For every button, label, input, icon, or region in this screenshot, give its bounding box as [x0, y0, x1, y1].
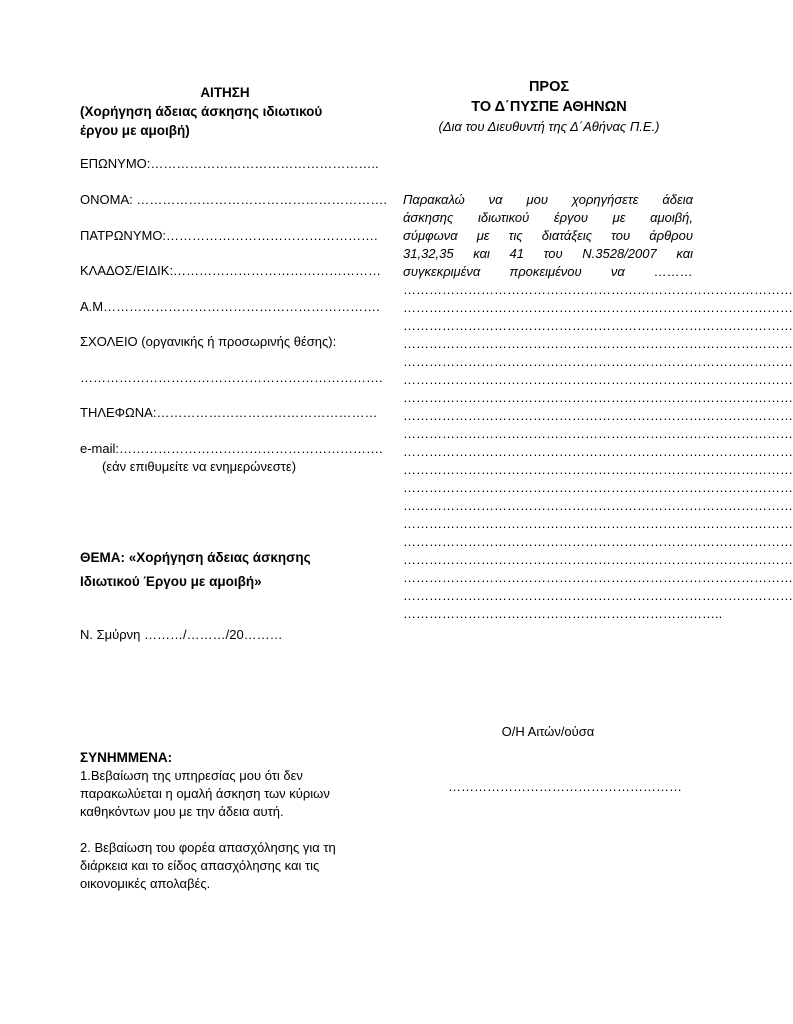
dotted-line[interactable]: ………………………………………………………………………………	[403, 552, 793, 567]
application-title: ΑΙΤΗΣΗ	[200, 85, 250, 100]
dotted-line[interactable]: ………………………………………………………………………………	[403, 336, 793, 351]
am-field[interactable]: Α.Μ……………………………………………………….	[80, 299, 380, 314]
attachments-block	[80, 749, 370, 893]
dotted-line[interactable]: ………………………………………………………………………………	[403, 534, 793, 549]
attachment-item-1: 1.Βεβαίωση της υπηρεσίας μου ότι δεν παρακωλύεται η ομαλή άσκηση των κύριων καθηκόντων μου με την άδεια αυτή.	[80, 768, 330, 819]
recipient-header	[400, 77, 698, 137]
dotted-line[interactable]: ………………………………………………………………………………	[403, 426, 793, 441]
dotted-line[interactable]: ………………………………………………………………………………	[403, 318, 793, 333]
dotted-line[interactable]: ………………………………………………………………………………	[403, 516, 793, 531]
attachment-item-2: 2. Βεβαίωση του φορέα απασχόλησης για τη διάρκεια και το είδος απασχόλησης και τις οικονομικές απολαβές.	[80, 840, 336, 891]
dotted-line[interactable]: ………………………………………………………………………………	[403, 480, 793, 495]
school-label: ΣΧΟΛΕΙΟ (οργανικής ή προσωρινής θέσης):	[80, 334, 337, 349]
date-line[interactable]: Ν. Σμύρνη ………/………/20………	[80, 627, 283, 642]
request-line: άσκησης ιδιωτικού έργου με αμοιβή,	[403, 210, 693, 225]
branch-field[interactable]: ΚΛΑΔΟΣ/ΕΙΔΙΚ:…………………………………………	[80, 263, 382, 278]
phones-field[interactable]: ΤΗΛΕΦΩΝΑ:……………………………………………	[80, 405, 378, 420]
application-subtitle-line1: (Χορήγηση άδειας άσκησης ιδιωτικού	[80, 104, 323, 119]
recipient-via: (Δια του Διευθυντή της Δ΄Αθήνας Π.Ε.)	[438, 119, 660, 134]
dotted-line[interactable]: ………………………………………………………………………………	[403, 372, 793, 387]
dotted-line[interactable]: ………………………………………………………………..	[403, 606, 723, 621]
subject-line2: Ιδιωτικού Έργου με αμοιβή»	[80, 574, 262, 589]
attachments-heading: ΣΥΝΗΜΜΕΝΑ:	[80, 750, 173, 765]
signature-line[interactable]: ………………………………………………	[448, 779, 682, 794]
application-subtitle-line2: έργου με αμοιβή)	[80, 123, 190, 138]
request-line: συγκεκριμένα προκειμένου να ………	[403, 264, 693, 279]
recipient-name: ΤΟ Δ΄ΠΥΣΠΕ ΑΘΗΝΩΝ	[471, 99, 627, 115]
request-line: Παρακαλώ να μου χορηγήσετε άδεια	[403, 192, 693, 207]
dotted-line[interactable]: ………………………………………………………………………………	[403, 390, 793, 405]
request-details-lines[interactable]	[403, 281, 793, 623]
request-line: 31,32,35 και 41 του Ν.3528/2007 και	[403, 246, 693, 261]
dotted-line[interactable]: ………………………………………………………………………………	[403, 300, 793, 315]
surname-field[interactable]: ΕΠΩΝΥΜΟ:……………………………………………..	[80, 156, 379, 171]
dotted-line[interactable]: ………………………………………………………………………………	[403, 354, 793, 369]
dotted-line[interactable]: ………………………………………………………………………………	[403, 444, 793, 459]
dotted-line[interactable]: ………………………………………………………………………………	[403, 462, 793, 477]
request-paragraph	[403, 191, 693, 281]
request-line: σύμφωνα με τις διατάξεις του άρθρου	[403, 228, 693, 243]
dotted-line[interactable]: ………………………………………………………………………………	[403, 570, 793, 585]
signature-block	[448, 724, 682, 794]
email-field[interactable]: e-mail:…………………………………………………….	[80, 441, 383, 456]
application-title-block	[80, 83, 370, 140]
dotted-line[interactable]: ………………………………………………………………………………	[403, 408, 793, 423]
dotted-line[interactable]: ………………………………………………………………………………	[403, 498, 793, 513]
school-field[interactable]: …………………………………………………………….	[80, 370, 383, 385]
name-field[interactable]: ΟΝΟΜΑ: ………………………………………………….	[80, 192, 387, 207]
to-label: ΠΡΟΣ	[528, 79, 570, 95]
father-name-field[interactable]: ΠΑΤΡΩΝΥΜΟ:………………………………………….	[80, 228, 378, 243]
subject-line1: ΘΕΜΑ: «Χορήγηση άδειας άσκησης	[80, 550, 311, 565]
email-note: (εάν επιθυμείτε να ενημερώνεστε)	[102, 459, 297, 474]
dotted-line[interactable]: ………………………………………………………………………………	[403, 588, 793, 603]
dotted-line[interactable]: ………………………………………………………………………………	[403, 282, 793, 297]
subject-block	[80, 546, 311, 594]
signature-label: Ο/Η Αιτών/ούσα	[501, 724, 595, 739]
